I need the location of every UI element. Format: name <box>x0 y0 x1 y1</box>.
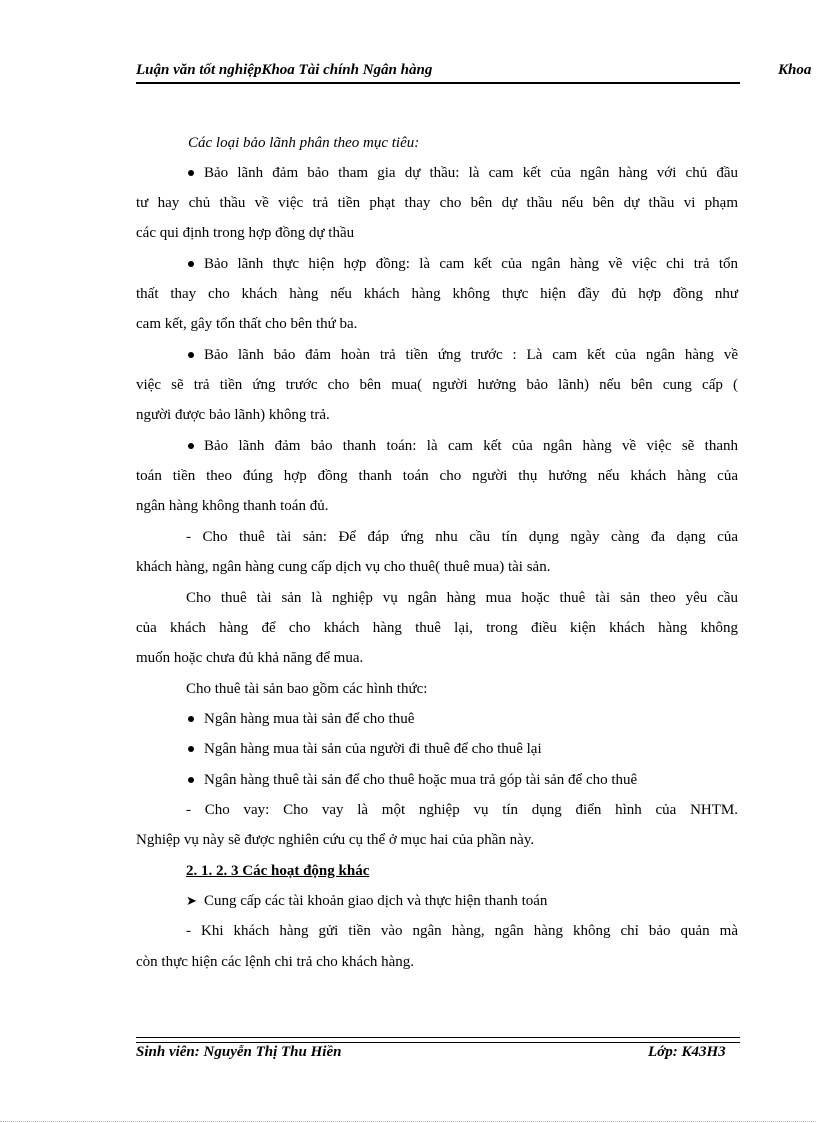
footer-rule <box>136 1037 740 1043</box>
text-line: ngân hàng không thanh toán đủ. <box>136 498 329 514</box>
bullet-item: Bảo lãnh đảm bảo thanh toán: là cam kết của ngân hàng về việc sẽ thanh <box>136 431 738 461</box>
text-line: còn thực hiện các lệnh chi trả cho khách hàng. <box>136 954 415 970</box>
page-header <box>136 58 740 82</box>
text-line: Cho thuê tài sản là nghiệp vụ ngân hàng mua hoặc thuê tài sản theo yêu cầu <box>186 590 738 606</box>
text-line: thất thay cho khách hàng nếu khách hàng không thực hiện đầy đủ hợp đồng như <box>136 286 738 302</box>
header-right-text: Khoa <box>778 62 812 78</box>
bullet-item: Ngân hàng mua tài sản của người đi thuê để cho thuê lại <box>136 734 738 764</box>
arrow-item-text: Cung cấp các tài khoản giao dịch và thực hiện thanh toán <box>204 893 548 909</box>
text-line: người được bảo lãnh) không trả. <box>136 407 330 423</box>
header-rule <box>136 82 740 84</box>
text-line: việc sẽ trả tiền ứng trước cho bên mua( người hưởng bảo lãnh) nếu bên cung cấp ( <box>136 377 738 393</box>
text-line: các qui định trong hợp đồng dự thầu <box>136 225 355 241</box>
footer-student: Sinh viên: Nguyễn Thị Thu Hiền <box>136 1044 342 1060</box>
bullet-item: Bảo lãnh đảm bảo tham gia dự thầu: là cam kết của ngân hàng với chủ đầu <box>136 158 738 188</box>
arrow-item <box>136 886 738 916</box>
text-line: của khách hàng để cho khách hàng thuê lại, trong điều kiện khách hàng không <box>136 620 738 636</box>
text-line: khách hàng, ngân hàng cung cấp dịch vụ cho thuê( thuê mua) tài sản. <box>136 559 551 575</box>
text-line: - Cho vay: Cho vay là một nghiệp vụ tín dụng điển hình của NHTM. <box>186 802 738 818</box>
section-heading: 2. 1. 2. 3 Các hoạt động khác <box>186 863 370 879</box>
section-heading-wrap <box>136 856 369 886</box>
text-line: - Khi khách hàng gửi tiền vào ngân hàng, ngân hàng không chỉ bảo quản mà <box>186 923 738 939</box>
text-line: Nghiệp vụ này sẽ được nghiên cứu cụ thể ở mục hai của phần này. <box>136 832 535 848</box>
bullet-item: Bảo lãnh bảo đảm hoàn trả tiền ứng trước : Là cam kết của ngân hàng về <box>136 340 738 370</box>
text-line: toán tiền theo đúng hợp đồng thanh toán cho người thụ hưởng nếu khách hàng của <box>136 468 738 484</box>
text-line: muốn hoặc chưa đủ khả năng để mua. <box>136 650 364 666</box>
bullet-item: Ngân hàng thuê tài sản để cho thuê hoặc mua trả góp tài sản để cho thuê <box>136 765 738 795</box>
text-line: cam kết, gây tổn thất cho bên thứ ba. <box>136 316 358 332</box>
header-title: Luận văn tốt nghiệpKhoa Tài chính Ngân hàng <box>136 62 433 78</box>
bullet-item: Bảo lãnh thực hiện hợp đồng: là cam kết của ngân hàng về việc chi trả tổn <box>136 249 738 279</box>
text-line: tư hay chủ thầu về việc trả tiền phạt thay cho bên dự thầu nếu bên dự thầu vi phạm <box>136 195 738 211</box>
text-line: - Cho thuê tài sản: Để đáp ứng nhu cầu tín dụng ngày càng đa dạng của <box>186 529 738 545</box>
text-line: Cho thuê tài sản bao gồm các hình thức: <box>186 681 428 697</box>
page-edge <box>0 1121 816 1122</box>
bullet-item: Ngân hàng mua tài sản để cho thuê <box>136 704 738 734</box>
footer-class: Lớp: K43H3 <box>648 1044 726 1060</box>
arrow-bullet-icon: ➤ <box>186 893 197 908</box>
subheading: Các loại bảo lãnh phân theo mục tiêu: <box>188 135 420 151</box>
